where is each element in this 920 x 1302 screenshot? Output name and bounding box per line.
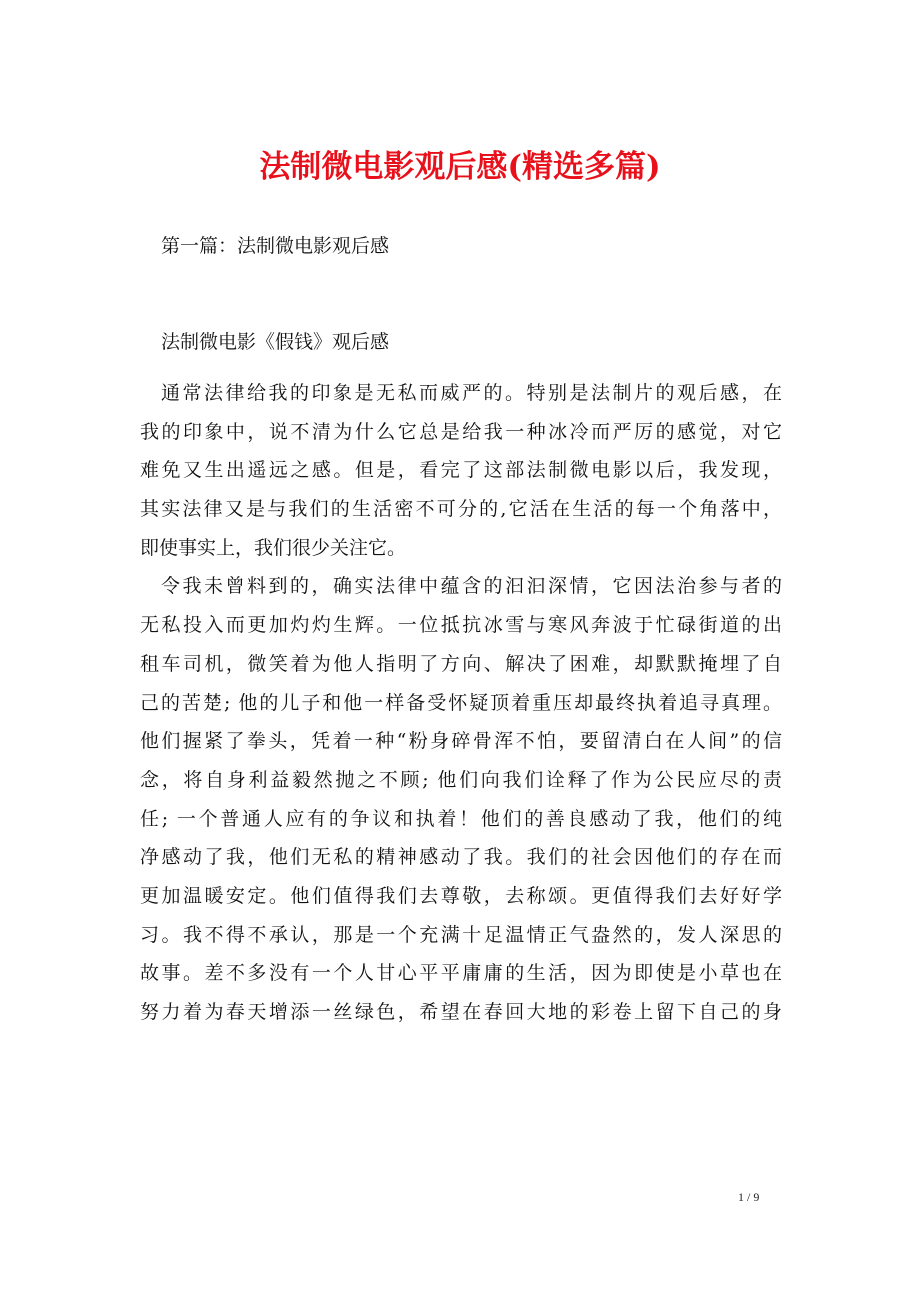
text-line: 通常法律给我的印象是无私而威严的。特别是法制片的观后感，在 xyxy=(161,382,782,404)
sub-heading: 法制微电影《假钱》观后感 xyxy=(161,331,390,353)
text-line: 其实法律又是与我们的生活密不可分的,它活在生活的每一个角落中， xyxy=(140,498,782,521)
text-line: 努力着为春天增添一丝绿色，希望在春回大地的彩卷上留下自己的身 xyxy=(140,1001,782,1023)
text-line: 我的印象中，说不清为什么它总是给我一种冰冷而严厉的感觉，对它 xyxy=(140,420,782,443)
text-line: 令我未曾料到的，确实法律中蕴含的汩汩深情，它因法治参与者的 xyxy=(161,575,782,598)
page-number: 1 / 9 xyxy=(738,1190,760,1204)
text-line: 他们握紧了拳头，凭着一种“粉身碎骨浑不怕，要留清白在人间”的信 xyxy=(140,730,782,753)
text-line: 己的苦楚; 他的儿子和他一样备受怀疑顶着重压却最终执着追寻真理。 xyxy=(140,691,782,714)
text-line: 租车司机，微笑着为他人指明了方向、解决了困难，却默默掩埋了自 xyxy=(140,652,782,675)
text-line: 任; 一个普通人应有的争议和执着！他们的善良感动了我，他们的纯 xyxy=(140,807,782,830)
text-line: 习。我不得不承认，那是一个充满十足温情正气盎然的，发人深思的 xyxy=(140,923,782,946)
text-line: 无私投入而更加灼灼生辉。一位抵抗冰雪与寒风奔波于忙碌街道的出 xyxy=(140,614,782,637)
paragraph-1 xyxy=(140,374,782,567)
document-title: 法制微电影观后感(精选多篇) xyxy=(259,149,661,185)
text-line: 净感动了我，他们无私的精神感动了我。我们的社会因他们的存在而 xyxy=(140,846,782,869)
text-line: 故事。差不多没有一个人甘心平平庸庸的生活，因为即使是小草也在 xyxy=(140,962,782,985)
text-line: 更加温暖安定。他们值得我们去尊敬，去称颂。更值得我们去好好学 xyxy=(140,884,782,907)
paragraph-2 xyxy=(140,567,782,1031)
text-line: 难免又生出遥远之感。但是，看完了这部法制微电影以后，我发现， xyxy=(140,459,782,482)
body-text xyxy=(140,374,782,1032)
section-heading: 第一篇：法制微电影观后感 xyxy=(161,235,390,257)
text-line: 即使事实上，我们很少关注它。 xyxy=(140,536,407,559)
text-line: 念，将自身利益毅然抛之不顾; 他们向我们诠释了作为公民应尽的责 xyxy=(140,768,782,791)
